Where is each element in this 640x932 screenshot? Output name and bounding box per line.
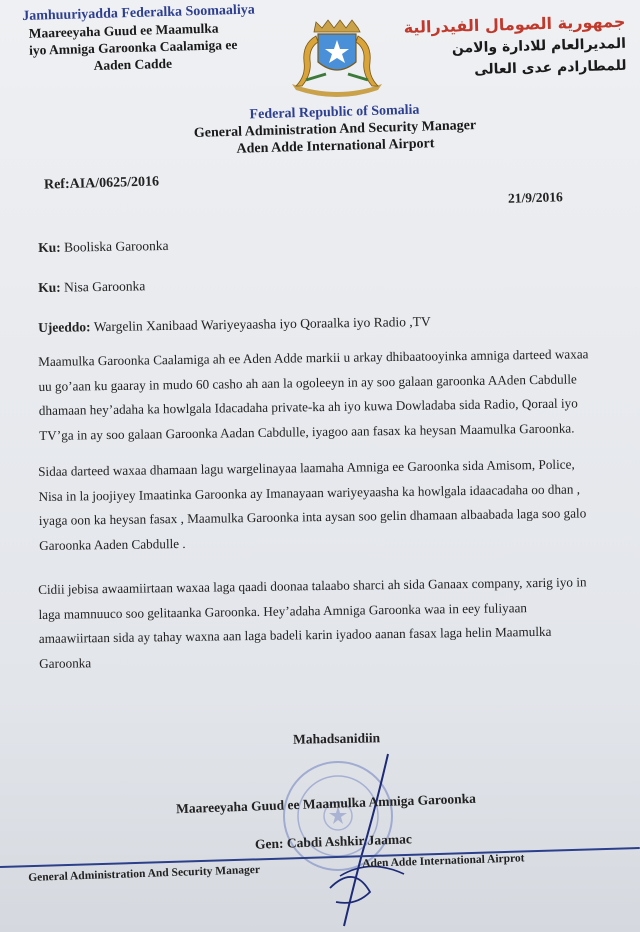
signer-name: Gen: Cabdi Ashkir Jaamac [254, 831, 413, 852]
arabic-letterhead [395, 11, 627, 83]
body-paragraph-3 [38, 569, 640, 676]
paragraph-line: Cidii jebisa awaamiirtaan waxaa laga qaadi doonaa talaabo sharci ah sida Ganaax company, xarig iyo in [38, 574, 587, 597]
letterhead-english-line-1: Federal Republic of Somalia [249, 102, 420, 123]
recipient-1-value: Booliska Garoonka [63, 237, 169, 255]
paragraph-line: uu go’aan ku gaaray in mudo 60 casho ah aan la ogoleeyn in ay soo galaan garoonka AAden Cabdulle [38, 370, 577, 394]
english-letterhead [149, 99, 520, 160]
footer-right-text: Aden Adde International Airprot [362, 852, 525, 870]
letterhead-arabic-line-3: للمطارادم عدى العالى [473, 57, 627, 79]
recipient-1 [38, 238, 169, 256]
signer-title: Maareeyaha Guud ee Maamulka Amniga Garoonka [175, 790, 477, 817]
closing-text: Mahadsanidiin [292, 730, 381, 747]
letter-date: 21/9/2016 [507, 189, 563, 206]
somali-letterhead [22, 1, 284, 76]
paragraph-line: Garoonka [39, 654, 92, 671]
somalia-coat-of-arms-icon [286, 14, 388, 100]
recipient-2-value: Nisa Garoonka [63, 278, 146, 295]
paragraph-line: Nisa in la joojiyey Imaatinka Garoonka ay Imanayaan wariyeyaasha ka howlgala idaacadaha oo dhan , [38, 480, 581, 504]
paragraph-line: Maamulka Garoonka Caalamiga ah ee Aden Adde markii u arkay dhibaatooyinka amniga darteed waxaa [38, 346, 589, 369]
paragraph-line: Garoonka Aaden Cabdulle . [39, 535, 186, 553]
paragraph-line: dhamaan hey’adaha ka howlgala Idacadaha private-ka ah iyo kuwa Dowladaba sida Radio, Qoraal iyo [38, 395, 578, 418]
letterhead-somali-line-3: iyo Amniga Garoonka Caalamiga ee [28, 37, 238, 58]
reference-number: Ref:AIA/0625/2016 [43, 174, 160, 193]
subject-value: Wargelin Xanibaad Wariyeyaasha iyo Qoraalka iyo Radio ,TV [93, 313, 431, 335]
subject-line [38, 314, 431, 336]
paragraph-line: laga mamnuuco soo gelitaanka Garoonka. Hey’adaha Amniga Garoonka waa in eey fuliyaan [38, 599, 528, 622]
paragraph-line: amaawiirtaan sida ay tahay waxna aan laga badeli karin iyadoo aanan fasax laga helin Maamulka [38, 623, 552, 646]
subject-label: Ujeeddo: [38, 319, 91, 335]
recipient-1-label: Ku: [38, 239, 61, 255]
letterhead-english-line-3: Aden Adde International Airport [236, 136, 435, 157]
paragraph-line: Sidaa darteed waxaa dhamaan lagu wargelinayaa laamaha Amniga ee Garoonka sida Amisom, Police, [38, 456, 575, 479]
body-paragraph-2 [38, 451, 640, 558]
letterhead-english-line-2: General Administration And Security Manager [193, 118, 477, 141]
body-paragraph-1 [38, 341, 640, 448]
recipient-2 [38, 278, 145, 296]
letterhead-arabic-line-2: المديرالعام للادارة والامن [451, 35, 627, 57]
letterhead-somali-line-1: Jamhuuriyadda Federalka Soomaaliya [22, 2, 255, 24]
letterhead-arabic-line-1: جمهورية الصومال الفيدرالية [403, 11, 626, 37]
paragraph-line: iyaga oon ka heysan fasax , Maamulka Garoonka inta aysan soo gelin dhamaan albaabada laga soo galo [38, 505, 587, 528]
recipient-2-label: Ku: [38, 279, 61, 295]
footer-left-text: General Administration And Security Manager [28, 863, 261, 884]
letterhead-somali-line-2: Maareeyaha Guud ee Maamulka [28, 20, 219, 41]
letterhead-somali-line-4: Aaden Cadde [93, 55, 173, 74]
paragraph-line: TV’ga in ay soo galaan Garoonka Aadan Cabdulle, iyagoo aan fasax ka heysan Maamulka Garoonka. [39, 420, 575, 443]
